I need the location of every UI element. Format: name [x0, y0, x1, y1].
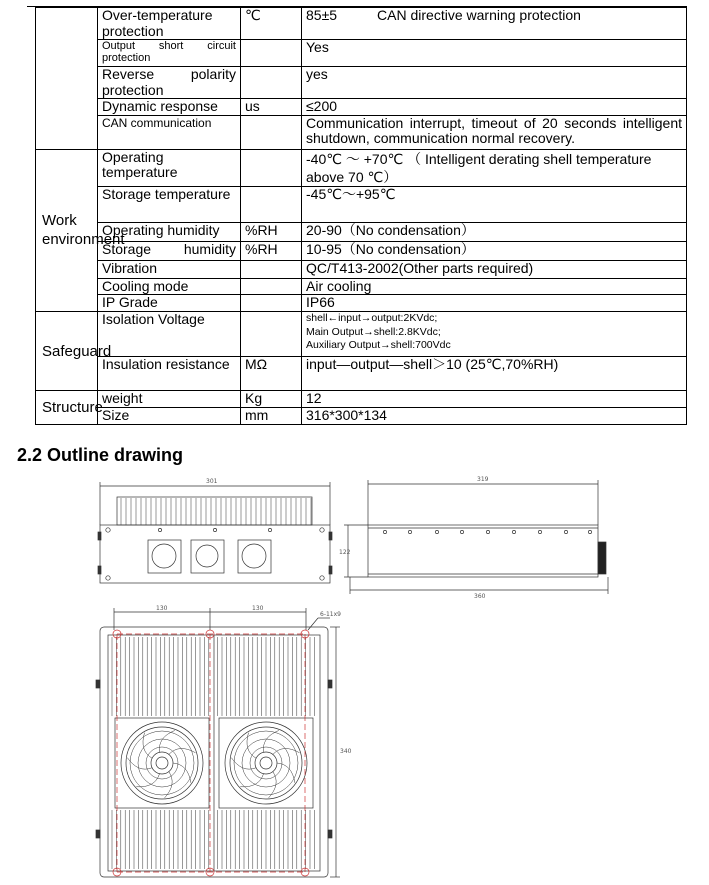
table-row — [36, 222, 687, 241]
unit-cell — [241, 278, 302, 295]
value-cell — [302, 312, 687, 357]
param-cell: Vibration — [98, 260, 241, 278]
value-cell: input—output—shell＞10 (25℃,70%RH) — [302, 357, 687, 391]
param-cell: Storage temperature — [98, 186, 241, 222]
side-view — [344, 480, 608, 594]
param-cell: weight — [98, 391, 241, 408]
outline-drawing — [0, 470, 709, 885]
value-cell: Communication interrupt, timeout of 20 seconds intelligent shutdown, communication normal recovery. — [302, 115, 687, 149]
front-view — [98, 482, 332, 583]
dim-top-right: 130 — [252, 605, 264, 612]
dim-side-height: 122 — [339, 549, 351, 556]
param-cell: Isolation Voltage — [98, 312, 241, 357]
unit-cell — [241, 312, 302, 357]
spec-table — [35, 7, 687, 425]
unit-cell — [241, 115, 302, 149]
table-row — [36, 241, 687, 260]
dim-front-width: 301 — [206, 478, 218, 485]
table-row — [36, 67, 687, 99]
unit-cell: ℃ — [241, 8, 302, 40]
unit-cell: %RH — [241, 222, 302, 241]
value-cell: ≤200 — [302, 99, 687, 116]
unit-cell — [241, 260, 302, 278]
value-cell: yes — [302, 67, 687, 99]
table-row — [36, 357, 687, 391]
table-row — [36, 40, 687, 67]
param-cell: CAN communication — [98, 115, 241, 149]
param-cell: Operating humidity — [98, 222, 241, 241]
unit-cell — [241, 186, 302, 222]
dim-top-left: 130 — [156, 605, 168, 612]
unit-cell — [241, 40, 302, 67]
value-cell: 316*300*134 — [302, 408, 687, 425]
unit-cell: %RH — [241, 241, 302, 260]
table-row — [36, 8, 687, 40]
table-row — [36, 295, 687, 312]
value-cell: 12 — [302, 391, 687, 408]
param-cell: Cooling mode — [98, 278, 241, 295]
table-row — [36, 278, 687, 295]
top-view — [96, 608, 340, 877]
table-row — [36, 149, 687, 186]
category-cell — [36, 8, 98, 150]
param-cell: Output short circuit protection — [98, 40, 241, 67]
value-line: Auxiliary Output→shell:700Vdc — [306, 339, 451, 351]
unit-cell: mm — [241, 408, 302, 425]
table-row — [36, 391, 687, 408]
value-cell: IP66 — [302, 295, 687, 312]
param-cell: Size — [98, 408, 241, 425]
value-cell: Air cooling — [302, 278, 687, 295]
table-row — [36, 312, 687, 357]
unit-cell: us — [241, 99, 302, 116]
table-row — [36, 99, 687, 116]
category-cell: Structure — [36, 391, 98, 425]
value-cell: -45℃～+95℃ — [302, 186, 687, 222]
value-cell: QC/T413-2002(Other parts required) — [302, 260, 687, 278]
param-cell: Dynamic response — [98, 99, 241, 116]
category-cell: Work environment — [36, 149, 98, 312]
table-row — [36, 186, 687, 222]
dim-hole-spec: 6-11x9 — [320, 611, 341, 618]
unit-cell — [241, 67, 302, 99]
value-note: CAN directive warning protection — [377, 7, 581, 23]
table-row — [36, 260, 687, 278]
param-cell: Over-temperature protection — [98, 8, 241, 40]
value-cell: Yes — [302, 40, 687, 67]
param-cell: IP Grade — [98, 295, 241, 312]
value-text: 85±5 — [306, 7, 338, 23]
category-cell: Safeguard — [36, 312, 98, 391]
value-cell: -40℃ ～ +70℃ （ Intelligent derating shell temperature above 70 ℃） — [302, 149, 687, 186]
table-row — [36, 115, 687, 149]
value-line: shell←input→output:2KVdc; — [306, 312, 438, 324]
param-cell: Storage humidity — [98, 241, 241, 260]
unit-cell: Kg — [241, 391, 302, 408]
value-cell — [302, 8, 687, 40]
value-line: Main Output→shell:2.8KVdc; — [306, 325, 441, 338]
param-cell: Operating temperature — [98, 149, 241, 186]
section-title: 2.2 Outline drawing — [17, 445, 184, 465]
unit-cell: MΩ — [241, 357, 302, 391]
value-cell: 10-95（No condensation） — [302, 241, 687, 260]
dim-side-base: 360 — [474, 593, 486, 600]
table-row — [36, 408, 687, 425]
param-cell: Insulation resistance — [98, 357, 241, 391]
unit-cell — [241, 149, 302, 186]
dim-top-height: 340 — [340, 748, 352, 755]
unit-cell — [241, 295, 302, 312]
param-cell: Reverse polarity protection — [98, 67, 241, 99]
value-cell: 20-90（No condensation） — [302, 222, 687, 241]
dim-side-length: 319 — [477, 476, 489, 483]
